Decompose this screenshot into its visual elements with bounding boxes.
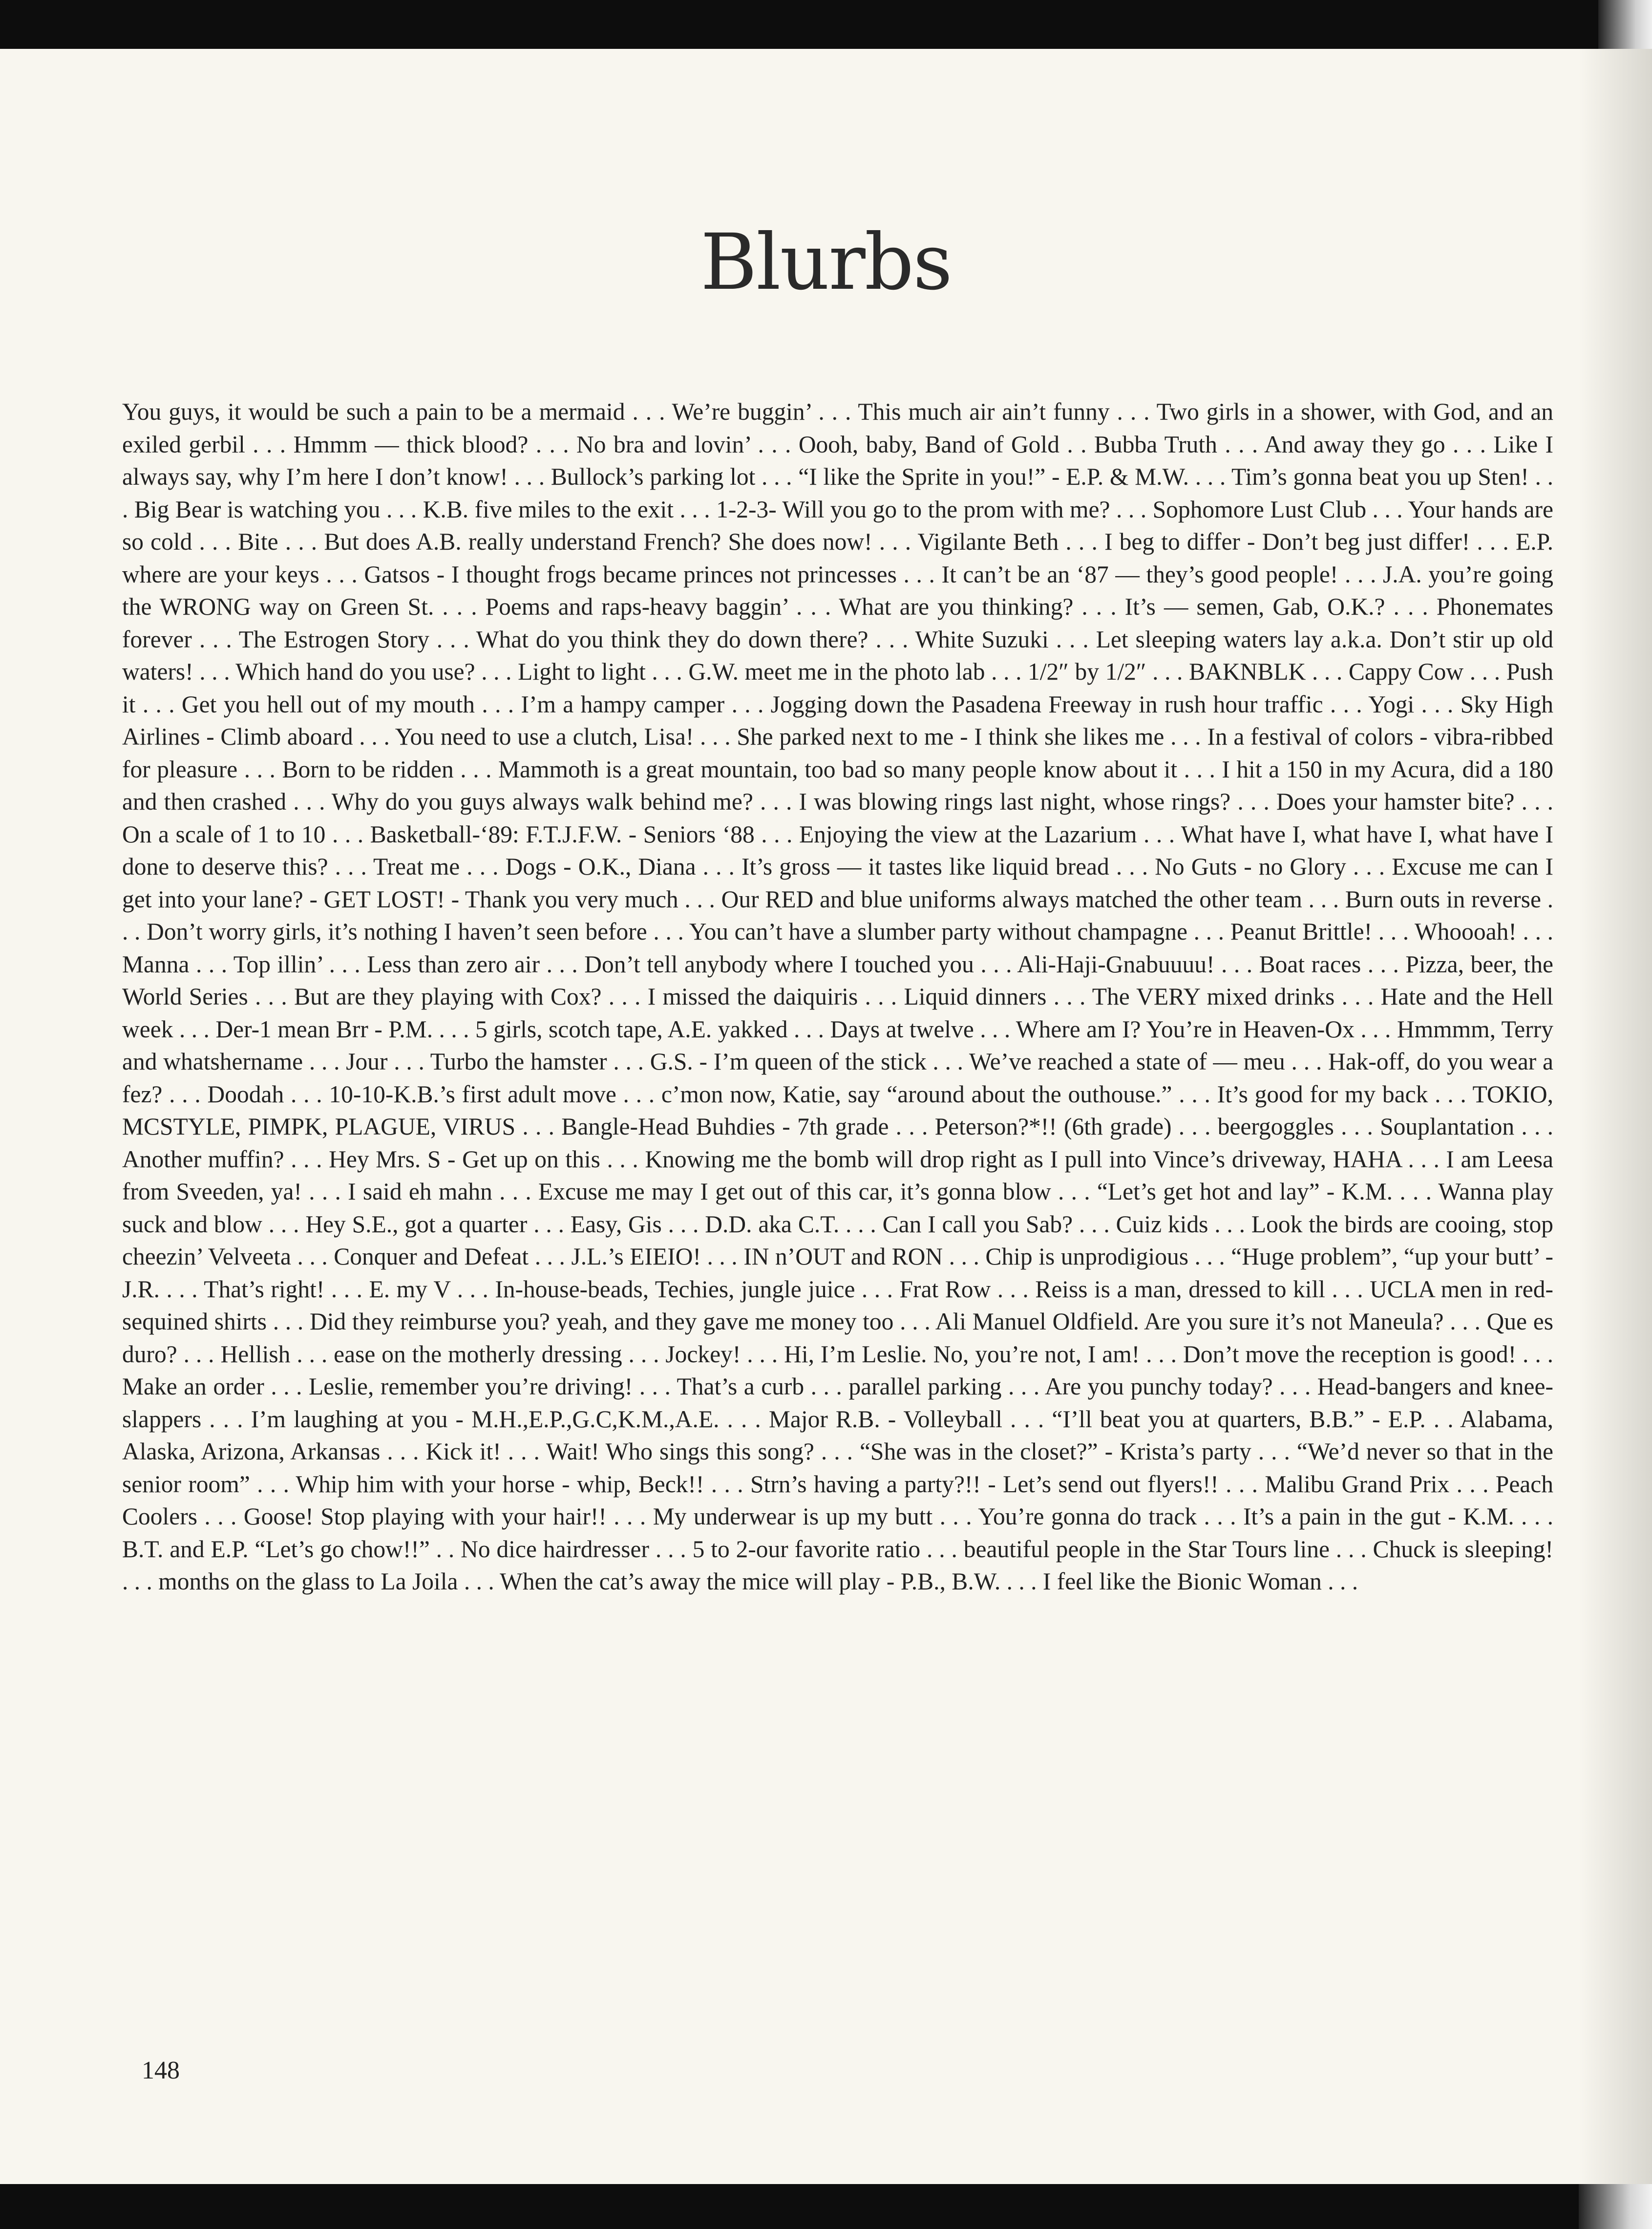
page-number: 148 bbox=[142, 2057, 180, 2084]
spine-shadow bbox=[1579, 49, 1652, 2184]
page-edge-top bbox=[1598, 0, 1652, 49]
page-title: Blurbs bbox=[700, 217, 952, 307]
page-edge-bottom bbox=[1579, 2184, 1652, 2229]
blurbs-text: You guys, it would be such a pain to be a mermaid . . . We’re buggin’ . . . This much air ain’t funny . . . Two girls in a shower, with God, and an exiled gerbil . . . Hmmm — thick blood? . . . No bra and lovin’ . . . Oooh, baby, Band of Gold . . Bubba Truth . . . And away they go . . . Like I always say, why I’m here I don’t know! . . . Bullock’s parking lot . . . “I like the Sprite in you!” - E.P. & M.W. . . . Tim’s gonna beat you up Sten! . . . Big Bear is watching you . . . K.B. five miles to the exit . . . 1-2-3- Will you go to the prom with me? . . . Sophomore Lust Club . . . Your hands are so cold . . . Bite . . . But does A.B. really understand French? She does now! . . . Vigilante Beth . . . I beg to differ - Don’t beg just differ! . . . E.P. where are your keys . . . Gatsos - I thought frogs became princes not princesses . . . It can’t be an ‘87 — they’s good people! . . . J.A. you’re going the WRONG way on Green St. . . . Poems and raps-heavy baggin’ . . . What are you thinking? . . . It’s — semen, Gab, O.K.? . . . Phonemates forever . . . The Estrogen Story . . . What do you think they do down there? . . . White Suzuki . . . Let sleeping waters lay a.k.a. Don’t stir up old waters! . . . Which hand do you use? . . . Light to light . . . G.W. meet me in the photo lab . . . 1/2″ by 1/2″ . . . BAKNBLK . . . Cappy Cow . . . Push it . . . Get you hell out of my mouth . . . I’m a hampy camper . . . Jogging down the Pasadena Freeway in rush hour traffic . . . Yogi . . . Sky High Airlines - Climb aboard . . . You need to use a clutch, Lisa! . . . She parked next to me - I think she likes me . . . In a festival of colors - vibra-ribbed for pleasure . . . Born to be ridden . . . Mammoth is a great mountain, too bad so many people know about it . . . I hit a 150 in my Acura, did a 180 and then crashed . . . Why do you guys always walk behind me? . . . I was blowing rings last night, whose rings? . . . Does your hamster bite? . . . On a scale of 1 to 10 . . . Basketball-‘89: F.T.J.F.W. - Seniors ‘88 . . . Enjoying the view at the Lazarium . . . What have I, what have I, what have I done to deserve this? . . . Treat me . . . Dogs - O.K., Diana . . . It’s gross — it tastes like liquid bread . . . No Guts - no Glory . . . Excuse me can I get into your lane? - GET LOST! - Thank you very much . . . Our RED and blue uniforms always matched the other team . . . Burn outs in reverse . . . Don’t worry girls, it’s nothing I haven’t seen before . . . You can’t have a slumber party without champagne . . . Peanut Brittle! . . . Whoooah! . . . Manna . . . Top illin’ . . . Less than zero air . . . Don’t tell anybody where I touched you . . . Ali-Haji-Gnabuuuu! . . . Boat races . . . Pizza, beer, the World Series . . . But are they playing with Cox? . . . I missed the daiquiris . . . Liquid dinners . . . The VERY mixed drinks . . . Hate and the Hell week . . . Der-1 mean Brr - P.M. . . . 5 girls, scotch tape, A.E. yakked . . . Days at twelve . . . Where am I? You’re in Heaven-Ox . . . Hmmmm, Terry and whatshername . . . Jour . . . Turbo the hamster . . . G.S. - I’m queen of the stick . . . We’ve reached a state of — meu . . . Hak-off, do you wear a fez? . . . Doodah . . . 10-10-K.B.’s first adult move . . . c’mon now, Katie, say “around about the outhouse.” . . . It’s good for my back . . . TOKIO, MCSTYLE, PIMPK, PLAGUE, VIRUS . . . Bangle-Head Buhdies - 7th grade . . . Peterson?*!! (6th grade) . . . beergoggles . . . Souplantation . . . Another muffin? . . . Hey Mrs. S - Get up on this . . . Knowing me the bomb will drop right as I pull into Vince’s driveway, HAHA . . . I am Leesa from Sveeden, ya! . . . I said eh mahn . . . Excuse me may I get out of this car, it’s gonna blow . . . “Let’s get hot and lay” - K.M. . . . Wanna play suck and blow . . . Hey S.E., got a quarter . . . Easy, Gis . . . D.D. aka C.T. . . . Can I call you Sab? . . . Cuiz kids . . . Look the birds are cooing, stop cheezin’ Velveeta . . . Conquer and Defeat . . . J.L.’s EIEIO! . . . IN n’OUT and RON . . . Chip is unprodigious . . . “Huge problem”, “up your butt’ - J.R. . . . That’s right! . . . E. my V . . . In-house-beads, Techies, jungle juice . . . Frat Row . . . Reiss is a man, dressed to kill . . . UCLA men in red-sequined shirts . . . Did they reimburse you? yeah, and they gave me money too . . . Ali Manuel Oldfield. Are you sure it’s not Maneula? . . . Que es duro? . . . Hellish . . . ease on the motherly dressing . . . Jockey! . . . Hi, I’m Leslie. No, you’re not, I am! . . . Don’t move the reception is good! . . . Make an order . . . Leslie, remember you’re driving! . . . That’s a curb . . . parallel parking . . . Are you punchy today? . . . Head-bangers and knee-slappers . . . I’m laughing at you - M.H.,E.P.,G.C,K.M.,A.E. . . . Major R.B. - Volleyball . . . “I’ll beat you at quarters, B.B.” - E.P. . . Alabama, Alaska, Arizona, Arkansas . . . Kick it! . . . Wait! Who sings this song? . . . “She was in the closet?” - Krista’s party . . . “We’d never so that in the senior room” . . . Whip him with your horse - whip, Beck!! . . . Strn’s having a party?!! - Let’s send out flyers!! . . . Malibu Grand Prix . . . Peach Coolers . . . Goose! Stop playing with your hair!! . . . My underwear is up my butt . . . You’re gonna do track . . . It’s a pain in the gut - K.M. . . . B.T. and E.P. “Let’s go chow!!” . . No dice hairdresser . . . 5 to 2-our favorite ratio . . . beautiful people in the Star Tours line . . . Chuck is sleeping! . . . months on the glass to La Joila . . . When the cat’s away the mice will play - P.B., B.W. . . . I feel like the Bionic Woman . . . bbox=[122, 398, 1553, 1595]
